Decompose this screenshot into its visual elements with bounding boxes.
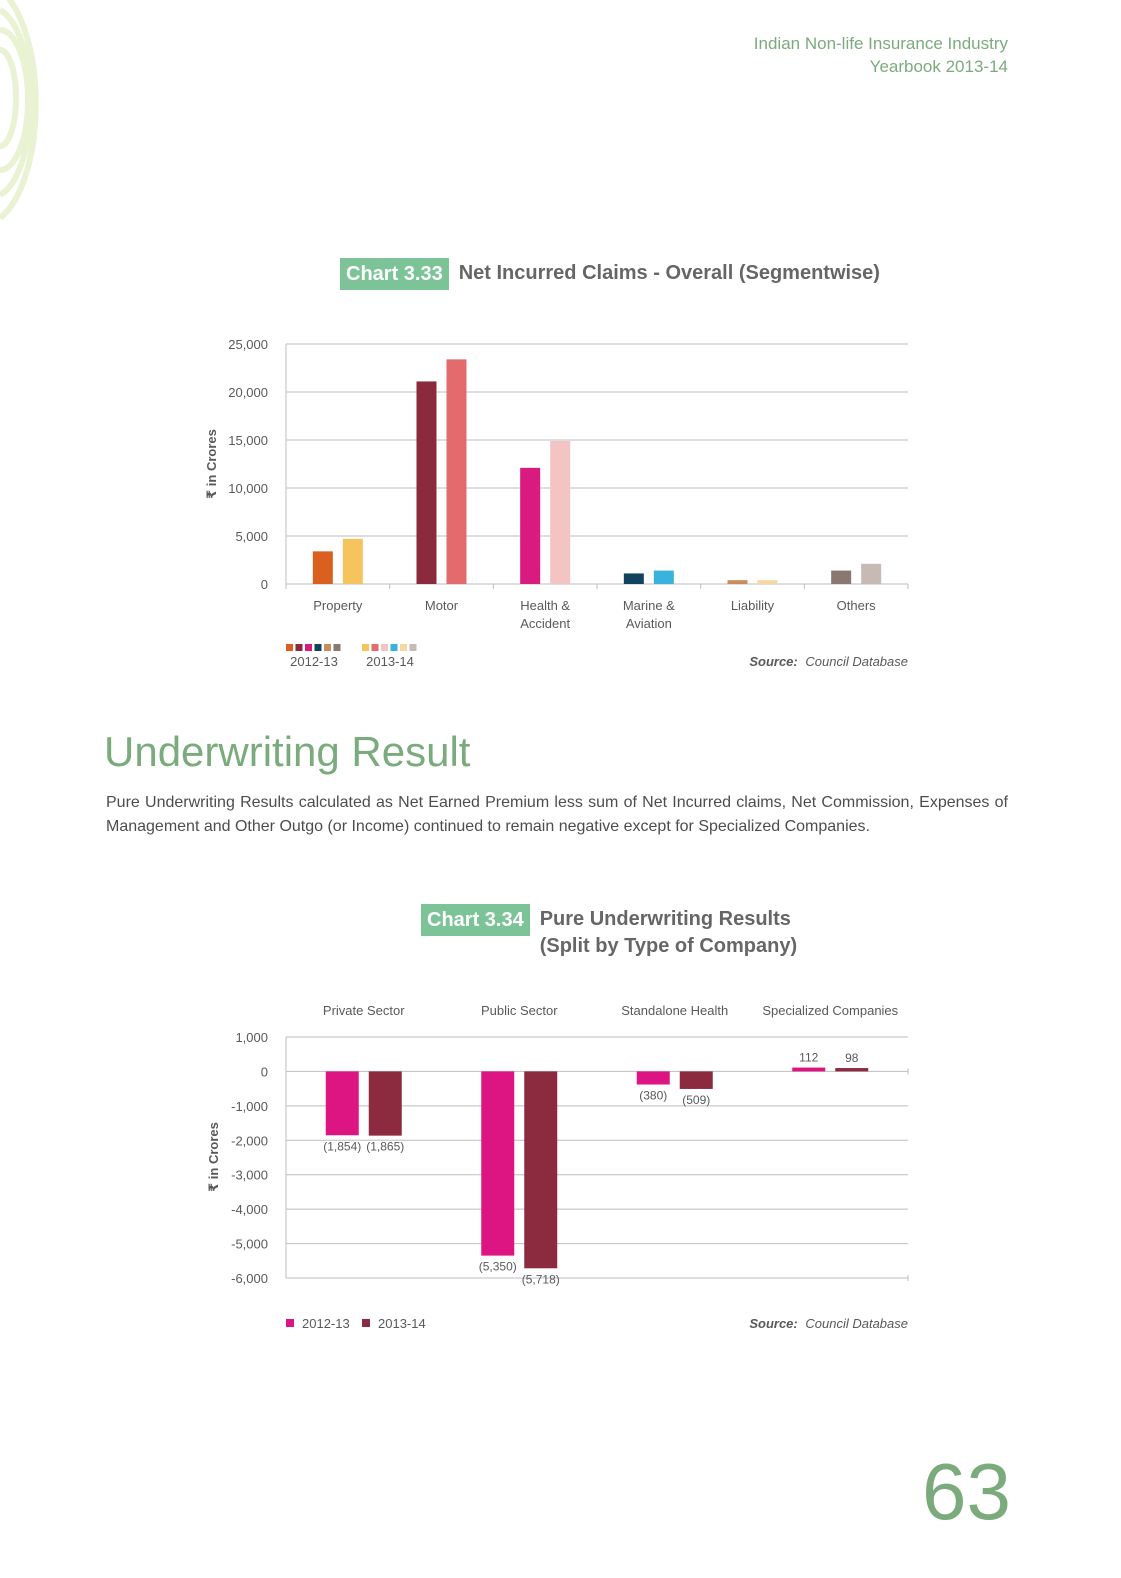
x-tick-label: Liability — [730, 598, 775, 613]
category-label: Public Sector — [480, 1003, 558, 1018]
legend-swatch — [410, 644, 417, 651]
legend-swatch — [400, 644, 407, 651]
source-note — [749, 1316, 908, 1331]
legend-swatch — [391, 644, 398, 651]
legend-swatch — [372, 644, 379, 651]
bar — [835, 1068, 868, 1071]
decorative-arcs — [0, 0, 80, 230]
y-tick-label: 20,000 — [228, 385, 268, 400]
y-tick-label: 0 — [260, 577, 268, 592]
data-label: (509) — [682, 1092, 711, 1107]
y-tick-label: 25,000 — [228, 337, 268, 352]
x-tick-label: Accident — [520, 616, 571, 631]
bar — [417, 381, 437, 584]
chart-net-incurred-claims — [0, 320, 1121, 680]
chart-number-badge: Chart 3.33 — [340, 258, 449, 290]
x-tick-label: Others — [836, 598, 876, 613]
legend-swatch — [381, 644, 388, 651]
bar — [624, 573, 644, 584]
data-label: (5,718) — [521, 1272, 560, 1287]
x-tick-label: Property — [313, 598, 363, 613]
bar — [637, 1071, 670, 1084]
source-label: Source: — [749, 1316, 798, 1331]
y-tick-label: 10,000 — [228, 481, 268, 496]
source-text: Council Database — [805, 654, 908, 669]
bar — [654, 571, 674, 584]
bar — [680, 1071, 713, 1089]
data-label: (380) — [639, 1088, 668, 1103]
category-label: Private Sector — [322, 1003, 405, 1018]
legend-swatch — [362, 644, 369, 651]
chart-3-34-heading — [421, 904, 797, 960]
y-tick-label: 0 — [260, 1064, 268, 1080]
y-tick-label: 5,000 — [235, 529, 268, 544]
bar — [520, 468, 540, 584]
bar — [861, 564, 881, 584]
bar — [728, 580, 748, 584]
bar — [758, 580, 778, 584]
data-label: 112 — [799, 1050, 819, 1065]
legend-swatch — [286, 644, 293, 651]
legend-swatch — [362, 1319, 370, 1327]
bar — [313, 551, 333, 584]
y-axis-title: ₹ in Crores — [204, 429, 219, 499]
source-label: Source: — [749, 654, 798, 669]
legend-swatch — [315, 644, 322, 651]
data-label: (1,854) — [323, 1139, 362, 1154]
chart-title: Net Incurred Claims - Overall (Segmentwise) — [458, 262, 880, 284]
y-tick-label: 1,000 — [235, 1030, 268, 1045]
bar — [831, 571, 851, 584]
legend-label: 2012-13 — [302, 1316, 350, 1331]
legend-swatch — [334, 644, 341, 651]
x-tick-label: Aviation — [625, 616, 672, 631]
y-tick-label: -5,000 — [231, 1236, 268, 1252]
y-tick-label: -6,000 — [231, 1271, 268, 1286]
x-tick-label: Marine & — [622, 598, 675, 613]
y-axis-title: ₹ in Crores — [206, 1122, 221, 1192]
chart-3-33-heading — [340, 258, 880, 290]
data-label: (1,865) — [366, 1139, 405, 1154]
x-tick-label: Health & — [520, 598, 571, 613]
y-tick-label: -3,000 — [231, 1167, 268, 1183]
legend-swatch — [296, 644, 303, 651]
header-line-2: Yearbook 2013-14 — [869, 57, 1008, 76]
bar — [524, 1071, 557, 1268]
section-paragraph: Pure Underwriting Results calculated as Net Earned Premium less sum of Net Incurred claims, Net Commission, Expenses of Management and Other Outgo (or Income) continued to remain negative except for Specialized Companies. — [106, 794, 1008, 835]
bar — [369, 1071, 402, 1135]
chart-title — [540, 904, 797, 960]
chart-pure-underwriting-results — [0, 995, 1121, 1340]
legend-label: 2013-14 — [378, 1316, 426, 1331]
data-label: (5,350) — [478, 1259, 517, 1274]
bar — [343, 539, 363, 584]
category-label: Standalone Health — [621, 1003, 729, 1018]
legend-swatch — [305, 644, 312, 651]
y-tick-label: -4,000 — [231, 1202, 268, 1218]
bar — [447, 359, 467, 584]
legend-swatch — [324, 644, 331, 651]
legend-label: 2013-14 — [366, 654, 414, 669]
y-tick-label: -1,000 — [231, 1098, 268, 1114]
data-label: 98 — [845, 1051, 859, 1066]
y-tick-label: 15,000 — [228, 433, 268, 448]
bar — [481, 1071, 514, 1255]
chart-title-line-1: Pure Underwriting Results — [539, 908, 791, 930]
source-note — [749, 654, 908, 669]
legend-swatch — [286, 1319, 294, 1327]
legend-label: 2012-13 — [290, 654, 338, 669]
chart-number-badge: Chart 3.34 — [421, 904, 530, 936]
page-number: 63 — [922, 1447, 1011, 1536]
section-title: Underwriting Result — [104, 728, 471, 775]
document-header — [754, 32, 1008, 78]
bar — [550, 441, 570, 584]
header-line-1: Indian Non-life Insurance Industry — [753, 34, 1008, 53]
y-tick-label: -2,000 — [231, 1133, 268, 1149]
bar — [326, 1071, 359, 1135]
source-text: Council Database — [805, 1316, 908, 1331]
x-tick-label: Motor — [424, 598, 459, 613]
category-label: Specialized Companies — [762, 1003, 899, 1018]
bar — [792, 1068, 825, 1072]
chart-title-line-2: (Split by Type of Company) — [539, 935, 798, 957]
